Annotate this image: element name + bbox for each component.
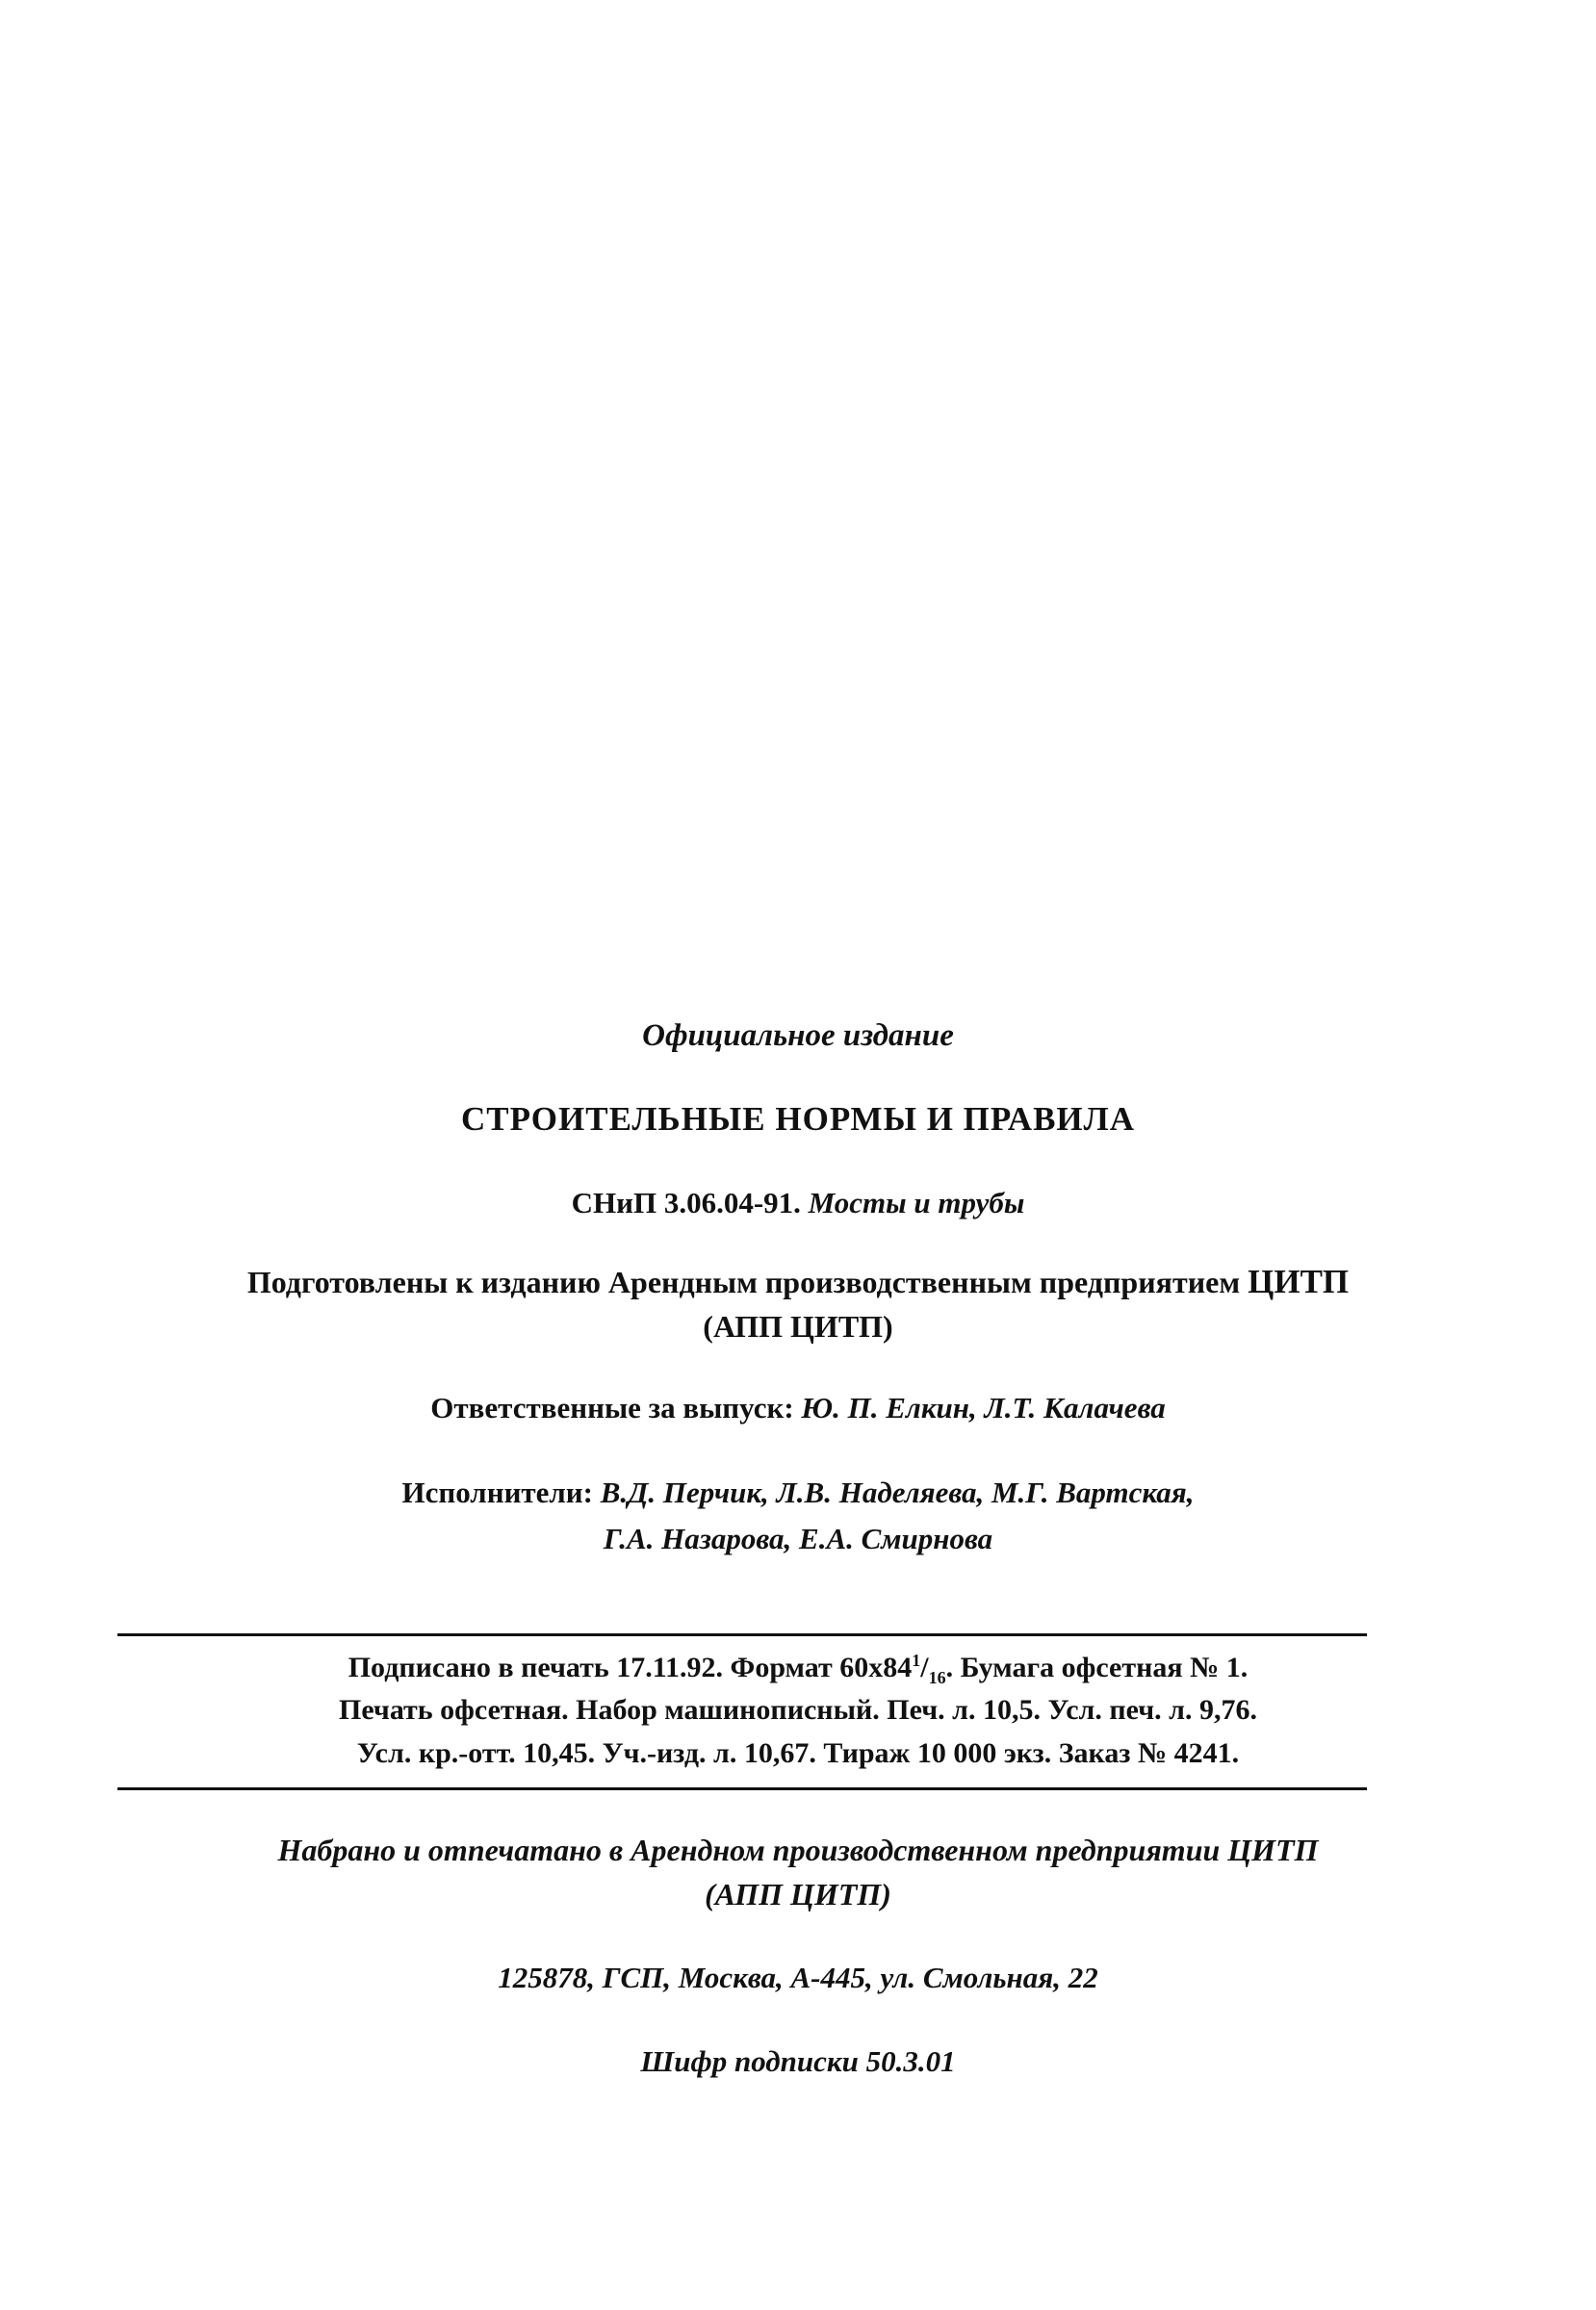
- responsible-line: [0, 1391, 1596, 1425]
- imprint-bottom-divider: [117, 1787, 1367, 1790]
- document-code-line: [0, 1186, 1596, 1220]
- responsible-label: Ответственные за выпуск:: [430, 1391, 794, 1424]
- responsible-names: Ю. П. Елкин, Л.Т. Калачева: [801, 1391, 1166, 1424]
- prepared-text: Подготовлены к изданию Арендным производственным предприятием: [246, 1265, 1241, 1299]
- performers-label: Исполнители:: [401, 1476, 593, 1509]
- subscription-cipher: Шифр подписки 50.3.01: [640, 2044, 956, 2078]
- imprint-paper: Бумага офсетная № 1.: [960, 1652, 1248, 1683]
- imprint-line-1: [0, 1651, 1596, 1688]
- performers-names-2: Г.А. Назарова, Е.А. Смирнова: [603, 1522, 993, 1555]
- performers-line: [0, 1476, 1596, 1510]
- document-name: Мосты и трубы: [808, 1186, 1025, 1219]
- printed-by-line: Набрано и отпечатано в Арендном производственном предприятии ЦИТП: [277, 1833, 1319, 1867]
- performers-names-1: В.Д. Перчик, Л.В. Наделяева, М.Г. Вартская,: [600, 1476, 1195, 1509]
- imprint-format: Формат $60х84^1/_{16}$.: [730, 1651, 954, 1687]
- printed-by-abbr: (АПП ЦИТП): [705, 1877, 891, 1912]
- imprint-signed: Подписано в печать 17.11.92.: [348, 1652, 724, 1683]
- imprint-top-divider: [117, 1633, 1367, 1636]
- prepared-org: ЦИТП: [1248, 1263, 1350, 1300]
- printer-address: 125878, ГСП, Москва, А-445, ул. Смольная, 22: [498, 1961, 1098, 1994]
- prepared-org-abbr: (АПП ЦИТП): [703, 1309, 893, 1344]
- prepared-by-line: [0, 1263, 1596, 1301]
- imprint-line-2: Печать офсетная. Набор машинописный. Печ. л. 10,5. Усл. печ. л. 9,76.: [339, 1694, 1257, 1726]
- imprint-line-3: Усл. кр.-отт. 10,45. Уч.-изд. л. 10,67. Тираж 10 000 экз. Заказ № 4241.: [356, 1737, 1240, 1769]
- document-title: СТРОИТЕЛЬНЫЕ НОРМЫ И ПРАВИЛА: [461, 1100, 1135, 1138]
- edition-label: Официальное издание: [642, 1018, 954, 1053]
- document-code: СНиП 3.06.04-91.: [571, 1186, 801, 1219]
